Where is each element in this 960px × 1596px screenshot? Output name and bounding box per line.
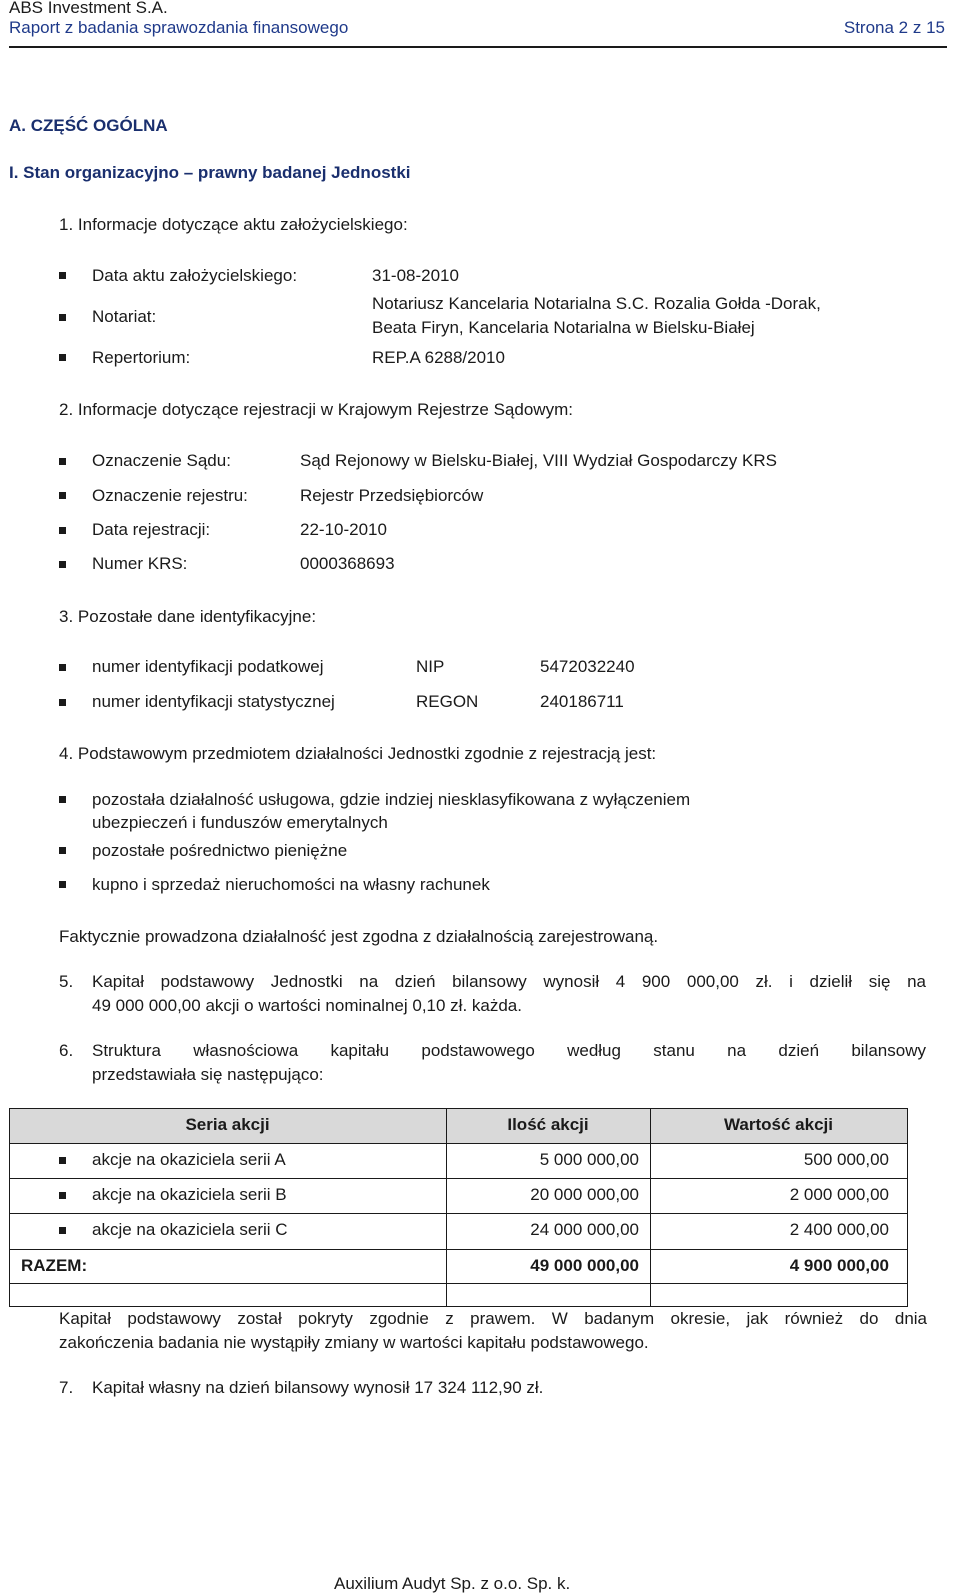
founding-date-value: 31-08-2010 — [372, 266, 459, 285]
company-name: ABS Investment S.A. — [9, 0, 168, 17]
section-7-text: Kapitał własny na dzień bilansowy wynosił 17 324 112,90 zł. — [92, 1378, 544, 1397]
bullet-icon — [59, 492, 66, 499]
table-total-value: 4 900 000,00 — [789, 1256, 889, 1275]
report-title: Raport z badania sprawozdania finansowego — [9, 18, 349, 37]
court-value: Sąd Rejonowy w Bielsku-Białej, VIII Wydział Gospodarczy KRS — [300, 451, 777, 470]
table-row-c-series: akcje na okaziciela serii C — [92, 1220, 288, 1239]
bullet-icon — [59, 354, 66, 361]
section-5-line-2: 49 000 000,00 akcji o wartości nominalnej 0,10 zł. każda. — [92, 996, 522, 1015]
table-row-c-value: 2 400 000,00 — [789, 1220, 889, 1239]
table-total-quantity: 49 000 000,00 — [530, 1256, 639, 1275]
table-row-a-value: 500 000,00 — [803, 1150, 889, 1169]
krs-label: Numer KRS: — [92, 554, 188, 573]
registration-date-value: 22-10-2010 — [300, 520, 387, 539]
table-row-b-series: akcje na okaziciela serii B — [92, 1185, 287, 1204]
capital-covered-line-2: zakończenia badania nie wystąpiły zmiany w wartości kapitału podstawowego. — [59, 1333, 649, 1352]
registration-date-label: Data rejestracji: — [92, 520, 211, 539]
bullet-icon — [59, 1192, 66, 1199]
repertory-value: REP.A 6288/2010 — [372, 348, 505, 367]
table-row-a-quantity: 5 000 000,00 — [539, 1150, 639, 1169]
activity-item-1-line-2: ubezpieczeń i funduszów emerytalnych — [92, 813, 388, 832]
section-heading: I. Stan organizacyjno – prawny badanej Jednostki — [9, 163, 411, 182]
nip-label: numer identyfikacji podatkowej — [92, 657, 324, 676]
activity-item-3: kupno i sprzedaż nieruchomości na własny rachunek — [92, 875, 490, 894]
table-row-c-quantity: 24 000 000,00 — [530, 1220, 639, 1239]
activity-item-2: pozostałe pośrednictwo pieniężne — [92, 841, 348, 860]
table-row-a-series: akcje na okaziciela serii A — [92, 1150, 286, 1169]
court-label: Oznaczenie Sądu: — [92, 451, 231, 470]
table-row-b-quantity: 20 000 000,00 — [530, 1185, 639, 1204]
section-6-number: 6. — [59, 1041, 74, 1060]
section-6-line-2: przedstawiała się następująco: — [92, 1065, 324, 1084]
bullet-icon — [59, 458, 66, 465]
notary-line-2: Beata Firyn, Kancelaria Notarialna w Bielsku-Białej — [372, 318, 755, 337]
section-3-title: 3. Pozostałe dane identyfikacyjne: — [59, 607, 317, 626]
register-value: Rejestr Przedsiębiorców — [300, 486, 484, 505]
footer-auditor: Auxilium Audyt Sp. z o.o. Sp. k. — [334, 1574, 571, 1593]
bullet-icon — [59, 796, 66, 803]
nip-value: 5472032240 — [540, 657, 635, 676]
column-header-series: Seria akcji — [185, 1115, 270, 1134]
section-5-line-1: Kapitał podstawowy Jednostki na dzień bilansowy wynosił 4 900 000,00 zł. i dzielił się na — [92, 972, 926, 991]
table-row-b-value: 2 000 000,00 — [789, 1185, 889, 1204]
section-4-title: 4. Podstawowym przedmiotem działalności Jednostki zgodnie z rejestracją jest: — [59, 744, 657, 763]
repertory-label: Repertorium: — [92, 348, 191, 367]
bullet-icon — [59, 699, 66, 706]
actual-activity-note: Faktycznie prowadzona działalność jest zgodna z działalnością zarejestrowaną. — [59, 927, 659, 946]
column-header-quantity: Ilość akcji — [507, 1115, 589, 1134]
register-label: Oznaczenie rejestru: — [92, 486, 248, 505]
section-5-number: 5. — [59, 972, 74, 991]
bullet-icon — [59, 527, 66, 534]
regon-code: REGON — [416, 692, 479, 711]
bullet-icon — [59, 1227, 66, 1234]
bullet-icon — [59, 1157, 66, 1164]
header-divider — [9, 46, 947, 48]
bullet-icon — [59, 847, 66, 854]
regon-value: 240186711 — [540, 692, 624, 711]
bullet-icon — [59, 664, 66, 671]
notary-label: Notariat: — [92, 307, 157, 326]
bullet-icon — [59, 561, 66, 568]
bullet-icon — [59, 272, 66, 279]
founding-date-label: Data aktu założycielskiego: — [92, 266, 298, 285]
section-1-title: 1. Informacje dotyczące aktu założycielskiego: — [59, 215, 408, 234]
bullet-icon — [59, 881, 66, 888]
part-heading: A. CZĘŚĆ OGÓLNA — [9, 116, 168, 135]
notary-line-1: Notariusz Kancelaria Notarialna S.C. Rozalia Gołda -Dorak, — [372, 294, 821, 313]
page-number: Strona 2 z 15 — [843, 18, 945, 37]
bullet-icon — [59, 314, 66, 321]
krs-value: 0000368693 — [300, 554, 395, 573]
section-7-number: 7. — [59, 1378, 74, 1397]
table-total-label: RAZEM: — [21, 1256, 88, 1275]
column-header-value: Wartość akcji — [724, 1115, 833, 1134]
activity-item-1-line-1: pozostała działalność usługowa, gdzie indziej niesklasyfikowana z wyłączeniem — [92, 790, 691, 809]
section-6-line-1: Struktura własnościowa kapitału podstawowego według stanu na dzień bilansowy — [92, 1041, 926, 1060]
regon-label: numer identyfikacji statystycznej — [92, 692, 335, 711]
section-2-title: 2. Informacje dotyczące rejestracji w Krajowym Rejestrze Sądowym: — [59, 400, 573, 419]
share-structure-table — [9, 1108, 908, 1307]
nip-code: NIP — [416, 657, 445, 676]
capital-covered-line-1: Kapitał podstawowy został pokryty zgodnie z prawem. W badanym okresie, jak również do dnia — [59, 1309, 927, 1328]
